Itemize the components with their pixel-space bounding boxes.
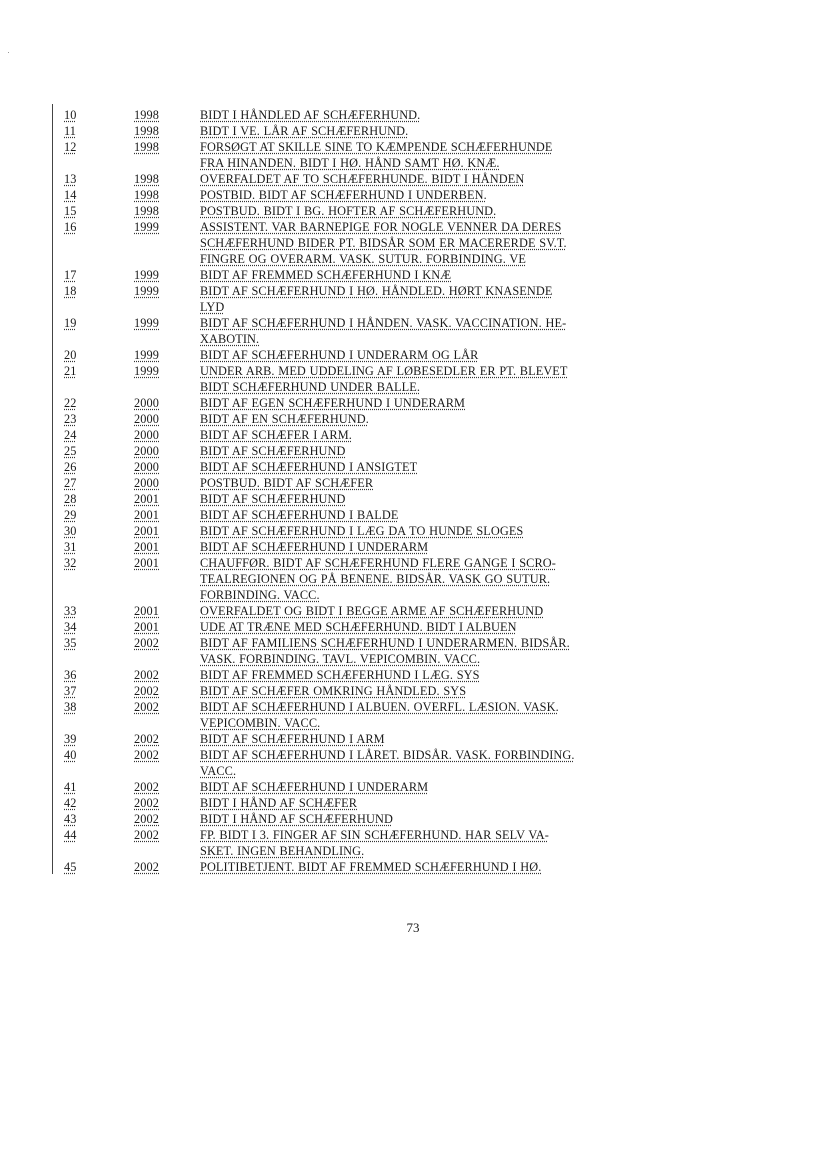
record-number: 26 xyxy=(64,460,77,474)
scan-speck xyxy=(8,52,9,53)
record-number: 27 xyxy=(64,476,77,490)
record-description: ASSISTENT. VAR BARNEPIGE FOR NOGLE VENNER DA DERES SCHÆFERHUND BIDER PT. BIDSÅR SOM ER MACERERDE SV.T. FINGRE OG OVERARM. VASK. SUTUR. FORBINDING. VE xyxy=(200,220,567,266)
record-year: 1998 xyxy=(134,124,159,138)
record-row xyxy=(64,283,624,315)
record-number: 39 xyxy=(64,732,77,746)
record-row xyxy=(64,475,624,491)
record-description: BIDT AF SCHÆFERHUND I ALBUEN. OVERFL. LÆSION. VASK. VEPICOMBIN. VACC. xyxy=(200,700,559,730)
record-description: UNDER ARB. MED UDDELING AF LØBESEDLER ER PT. BLEVET BIDT SCHÆFERHUND UNDER BALLE. xyxy=(200,364,568,394)
record-description: BIDT I HÅND AF SCHÆFER xyxy=(200,796,358,810)
record-row xyxy=(64,507,624,523)
record-year: 2001 xyxy=(134,620,159,634)
record-row xyxy=(64,539,624,555)
record-description: BIDT AF FAMILIENS SCHÆFERHUND I UNDERARMEN. BIDSÅR. VASK. FORBINDING. TAVL. VEPICOMBIN. VACC. xyxy=(200,636,570,666)
record-description: FORSØGT AT SKILLE SINE TO KÆMPENDE SCHÆFERHUNDE FRA HINANDEN. BIDT I HØ. HÅND SAMT HØ. KNÆ. xyxy=(200,140,553,170)
record-year: 1998 xyxy=(134,188,159,202)
record-description: BIDT AF SCHÆFERHUND I HØ. HÅNDLED. HØRT KNASENDE LYD xyxy=(200,284,553,314)
record-description: BIDT AF SCHÆFERHUND I BALDE xyxy=(200,508,399,522)
record-row xyxy=(64,491,624,507)
record-row xyxy=(64,827,624,859)
record-description: BIDT AF SCHÆFERHUND xyxy=(200,444,346,458)
record-year: 2001 xyxy=(134,508,159,522)
record-year: 1998 xyxy=(134,108,159,122)
record-year: 2000 xyxy=(134,428,159,442)
record-description: BIDT AF SCHÆFERHUND I ANSIGTET xyxy=(200,460,418,474)
record-row xyxy=(64,555,624,603)
record-row xyxy=(64,315,624,347)
record-year: 2002 xyxy=(134,860,159,874)
record-year: 2000 xyxy=(134,460,159,474)
record-year: 2000 xyxy=(134,396,159,410)
record-row xyxy=(64,779,624,795)
record-year: 2002 xyxy=(134,700,159,714)
record-row xyxy=(64,811,624,827)
record-row xyxy=(64,203,624,219)
record-description: BIDT I HÅNDLED AF SCHÆFERHUND. xyxy=(200,108,421,122)
record-description: BIDT I VE. LÅR AF SCHÆFERHUND. xyxy=(200,124,409,138)
record-number: 34 xyxy=(64,620,77,634)
record-number: 43 xyxy=(64,812,77,826)
record-year: 1999 xyxy=(134,364,159,378)
record-year: 2000 xyxy=(134,476,159,490)
record-row xyxy=(64,123,624,139)
record-number: 44 xyxy=(64,828,77,842)
record-year: 2001 xyxy=(134,556,159,570)
record-year: 2002 xyxy=(134,636,159,650)
record-number: 38 xyxy=(64,700,77,714)
record-description: BIDT AF SCHÆFER OMKRING HÅNDLED. SYS xyxy=(200,684,467,698)
record-description: BIDT AF SCHÆFERHUND I ARM xyxy=(200,732,385,746)
record-row xyxy=(64,107,624,123)
record-number: 41 xyxy=(64,780,77,794)
record-row xyxy=(64,859,624,875)
record-number: 32 xyxy=(64,556,77,570)
record-row xyxy=(64,363,624,395)
record-year: 2000 xyxy=(134,412,159,426)
record-year: 1999 xyxy=(134,316,159,330)
record-description: OVERFALDET OG BIDT I BEGGE ARME AF SCHÆFERHUND xyxy=(200,604,544,618)
record-description: BIDT AF SCHÆFERHUND xyxy=(200,492,346,506)
record-number: 10 xyxy=(64,108,77,122)
record-year: 1998 xyxy=(134,140,159,154)
record-year: 1999 xyxy=(134,284,159,298)
record-description: FP. BIDT I 3. FINGER AF SIN SCHÆFERHUND. HAR SELV VA- SKET. INGEN BEHANDLING. xyxy=(200,828,549,858)
record-row xyxy=(64,219,624,267)
record-row xyxy=(64,427,624,443)
record-description: POSTBUD. BIDT I BG. HOFTER AF SCHÆFERHUND. xyxy=(200,204,497,218)
record-description: BIDT AF EN SCHÆFERHUND. xyxy=(200,412,369,426)
record-year: 1999 xyxy=(134,348,159,362)
record-description: POSTBUD. BIDT AF SCHÆFER xyxy=(200,476,374,490)
record-number: 24 xyxy=(64,428,77,442)
record-description: BIDT AF EGEN SCHÆFERHUND I UNDERARM xyxy=(200,396,466,410)
record-row xyxy=(64,443,624,459)
record-row xyxy=(64,411,624,427)
record-description: OVERFALDET AF TO SCHÆFERHUNDE. BIDT I HÅNDEN xyxy=(200,172,525,186)
record-number: 20 xyxy=(64,348,77,362)
record-year: 2002 xyxy=(134,812,159,826)
record-number: 21 xyxy=(64,364,77,378)
record-list xyxy=(64,107,624,875)
page-number: 73 xyxy=(406,920,420,935)
record-number: 29 xyxy=(64,508,77,522)
record-year: 1998 xyxy=(134,172,159,186)
record-number: 31 xyxy=(64,540,77,554)
record-year: 2002 xyxy=(134,780,159,794)
record-number: 19 xyxy=(64,316,77,330)
record-description: BIDT AF SCHÆFERHUND I UNDERARM xyxy=(200,540,429,554)
record-year: 2002 xyxy=(134,668,159,682)
record-year: 2001 xyxy=(134,492,159,506)
record-description: BIDT AF SCHÆFERHUND I UNDERARM xyxy=(200,780,429,794)
record-year: 1999 xyxy=(134,268,159,282)
record-description: BIDT AF FREMMED SCHÆFERHUND I LÆG. SYS xyxy=(200,668,480,682)
record-number: 25 xyxy=(64,444,77,458)
record-row xyxy=(64,683,624,699)
margin-line xyxy=(52,104,53,874)
record-number: 22 xyxy=(64,396,77,410)
record-year: 2001 xyxy=(134,604,159,618)
record-number: 12 xyxy=(64,140,77,154)
record-row xyxy=(64,667,624,683)
record-description: BIDT AF SCHÆFERHUND I UNDERARM OG LÅR xyxy=(200,348,479,362)
record-year: 2001 xyxy=(134,540,159,554)
record-number: 30 xyxy=(64,524,77,538)
record-number: 14 xyxy=(64,188,77,202)
record-description: UDE AT TRÆNE MED SCHÆFERHUND. BIDT I ALBUEN xyxy=(200,620,517,634)
record-description: BIDT AF SCHÆFERHUND I LÅRET. BIDSÅR. VASK. FORBINDING. VACC. xyxy=(200,748,575,778)
record-row xyxy=(64,795,624,811)
record-row xyxy=(64,171,624,187)
record-row xyxy=(64,459,624,475)
record-number: 42 xyxy=(64,796,77,810)
record-row xyxy=(64,635,624,667)
record-row xyxy=(64,523,624,539)
record-row xyxy=(64,603,624,619)
record-number: 16 xyxy=(64,220,77,234)
record-number: 36 xyxy=(64,668,77,682)
record-number: 18 xyxy=(64,284,77,298)
record-description: BIDT AF SCHÆFERHUND I HÅNDEN. VASK. VACCINATION. HE- XABOTIN. xyxy=(200,316,567,346)
record-number: 17 xyxy=(64,268,77,282)
record-year: 1999 xyxy=(134,220,159,234)
record-year: 2001 xyxy=(134,524,159,538)
record-number: 13 xyxy=(64,172,77,186)
record-number: 28 xyxy=(64,492,77,506)
record-number: 23 xyxy=(64,412,77,426)
record-row xyxy=(64,395,624,411)
record-number: 45 xyxy=(64,860,77,874)
record-number: 37 xyxy=(64,684,77,698)
record-row xyxy=(64,699,624,731)
record-number: 35 xyxy=(64,636,77,650)
record-year: 2002 xyxy=(134,732,159,746)
record-row xyxy=(64,347,624,363)
record-year: 2000 xyxy=(134,444,159,458)
record-year: 1998 xyxy=(134,204,159,218)
record-number: 11 xyxy=(64,124,77,138)
record-number: 15 xyxy=(64,204,77,218)
record-row xyxy=(64,619,624,635)
record-description: BIDT AF FREMMED SCHÆFERHUND I KNÆ xyxy=(200,268,452,282)
record-number: 33 xyxy=(64,604,77,618)
record-description: CHAUFFØR. BIDT AF SCHÆFERHUND FLERE GANGE I SCRO- TEALREGIONEN OG PÅ BENENE. BIDSÅR. VASK GO SUTUR. FORBINDING. VACC. xyxy=(200,556,556,602)
record-description: POSTBID. BIDT AF SCHÆFERHUND I UNDERBEN. xyxy=(200,188,487,202)
record-year: 2002 xyxy=(134,796,159,810)
record-year: 2002 xyxy=(134,684,159,698)
record-row xyxy=(64,139,624,171)
record-year: 2002 xyxy=(134,748,159,762)
record-row xyxy=(64,187,624,203)
record-description: BIDT I HÅND AF SCHÆFERHUND xyxy=(200,812,393,826)
record-description: POLITIBETJENT. BIDT AF FREMMED SCHÆFERHUND I HØ. xyxy=(200,860,542,874)
record-year: 2002 xyxy=(134,828,159,842)
record-row xyxy=(64,267,624,283)
record-description: BIDT AF SCHÆFER I ARM. xyxy=(200,428,352,442)
record-row xyxy=(64,731,624,747)
record-row xyxy=(64,747,624,779)
record-number: 40 xyxy=(64,748,77,762)
record-description: BIDT AF SCHÆFERHUND I LÆG DA TO HUNDE SLOGES xyxy=(200,524,524,538)
